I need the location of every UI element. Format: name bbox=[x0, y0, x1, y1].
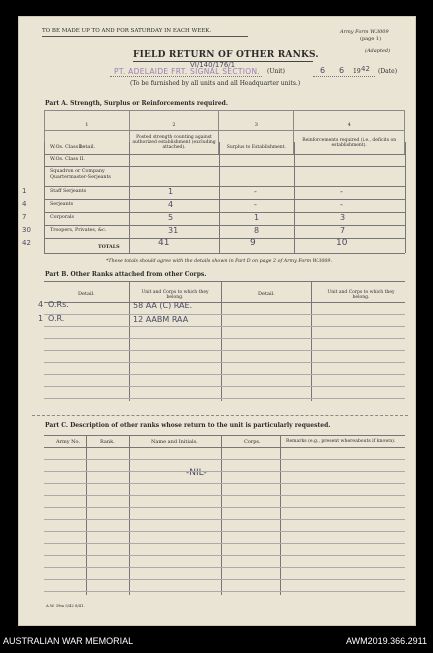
unit-label: (Unit) bbox=[267, 68, 285, 75]
part-a-row-rule bbox=[44, 154, 405, 155]
top-note: TO BE MADE UP TO AND FOR SATURDAY IN EACH WEEK. bbox=[42, 28, 212, 34]
part-b-line bbox=[44, 314, 405, 315]
part-a-detail-2: Squadron or Company Quartermaster-Serjeants bbox=[50, 169, 111, 180]
part-c-heading: Part C. Description of other ranks whose return to the unit is particularly requested. bbox=[45, 422, 331, 429]
part-a-reinforcements-4: - bbox=[340, 200, 343, 209]
col-number-4: 4 bbox=[294, 111, 405, 131]
part-a-col-divider-3 bbox=[294, 142, 295, 253]
part-a-bottom-rule bbox=[44, 253, 405, 254]
part-c-line bbox=[44, 555, 405, 556]
part-b-header-unit-2: Unit and Corps to which they belong. bbox=[327, 290, 395, 300]
part-a-col-divider-1 bbox=[129, 142, 130, 253]
part-a-detail-1: W.Os. Class II. bbox=[50, 157, 85, 162]
header-surplus: Surplus to Establishment. bbox=[219, 131, 294, 155]
year-handwritten: 42 bbox=[361, 65, 370, 73]
part-a-reinforcements-6: 7 bbox=[340, 226, 346, 235]
adapted-label: (Adapted) bbox=[365, 48, 391, 54]
part-b-line bbox=[44, 326, 405, 327]
part-c-line bbox=[44, 459, 405, 460]
part-a-surplus-4: - bbox=[254, 200, 257, 209]
part-b-top-rule bbox=[44, 281, 405, 282]
part-a-surplus-5: 1 bbox=[254, 213, 260, 222]
part-a-row-rule bbox=[44, 199, 405, 200]
part-a-right-border bbox=[405, 142, 406, 253]
header-posted-strength: Posted strength counting against authorized establishment (excluding attached). bbox=[129, 131, 219, 155]
part-a-reinforcements-3: - bbox=[340, 187, 343, 196]
part-b-col-divider-3 bbox=[311, 281, 312, 401]
form-subtitle: (To be furnished by all units and all Headquarter units.) bbox=[130, 80, 301, 87]
part-a-margin-3: 1 bbox=[22, 187, 27, 195]
part-c-line bbox=[44, 531, 405, 532]
part-b-header-detail-1: Detail. bbox=[78, 291, 95, 297]
part-c-top-rule bbox=[44, 435, 405, 436]
part-a-note: *These totals should agree with the details shown in Part D on page 2 of Army Form W.3009. bbox=[106, 259, 333, 264]
part-b-line bbox=[44, 386, 405, 387]
part-a-totals-label: TOTALS bbox=[98, 244, 120, 250]
part-a-col-divider-2 bbox=[219, 142, 220, 253]
part-b-detail-1: O.Rs. bbox=[48, 300, 69, 309]
part-b-header-unit-1: Unit and Corps to which they belong. bbox=[141, 290, 209, 300]
part-c-header-name: Name and Initials. bbox=[151, 439, 198, 445]
part-b-header-detail-2: Detail. bbox=[258, 291, 275, 297]
top-note-underline bbox=[42, 36, 248, 37]
part-a-posted-5: 5 bbox=[168, 213, 174, 222]
part-b-line bbox=[44, 362, 405, 363]
part-c-header-rank: Rank. bbox=[100, 439, 115, 445]
part-c-line bbox=[44, 495, 405, 496]
form-title: FIELD RETURN OF OTHER RANKS. bbox=[133, 50, 319, 60]
part-a-totals-posted: 41 bbox=[158, 238, 170, 248]
part-c-header-rule bbox=[44, 447, 405, 448]
date-month: 6 bbox=[339, 66, 345, 75]
part-a-totals-surplus: 9 bbox=[250, 238, 256, 248]
part-a-row-rule bbox=[44, 238, 405, 239]
part-a-margin-5: 7 bbox=[22, 213, 27, 221]
perforation-line bbox=[32, 415, 408, 416]
part-b-margin-2: 1 bbox=[38, 314, 44, 323]
part-b-col-divider-1 bbox=[129, 281, 130, 401]
part-b-line bbox=[44, 350, 405, 351]
header-detail: Detail. bbox=[45, 131, 130, 155]
part-a-posted-3: 1 bbox=[168, 187, 174, 196]
part-b-unit-1: 58 AA (C) RAE. bbox=[133, 301, 193, 310]
date-line bbox=[313, 76, 375, 77]
part-a-detail-5: Corporals bbox=[50, 215, 74, 220]
part-b-margin-1: 4 bbox=[38, 300, 44, 309]
date-label: (Date) bbox=[378, 68, 398, 75]
header-reinforcements: Reinforcements required (i.e., deficits on establishment). bbox=[294, 131, 405, 155]
part-a-posted-6: 31 bbox=[168, 226, 179, 235]
part-b-col-divider-2 bbox=[221, 281, 222, 401]
date-day: 6 bbox=[320, 66, 326, 75]
part-a-row-rule bbox=[44, 186, 405, 187]
part-a-totals-margin: 42 bbox=[22, 239, 31, 247]
col-number-2: 2 bbox=[129, 111, 219, 131]
part-a-surplus-3: - bbox=[254, 187, 257, 196]
part-c-line bbox=[44, 567, 405, 568]
part-a-reinforcements-5: 3 bbox=[340, 213, 346, 222]
part-a-detail-4: Serjeants bbox=[50, 202, 74, 207]
part-a-totals-reinforcements: 10 bbox=[336, 238, 348, 248]
part-b-unit-2: 12 AABM RAA bbox=[133, 315, 189, 324]
part-a-posted-4: 4 bbox=[168, 200, 174, 209]
part-a-row-rule bbox=[44, 166, 405, 167]
part-a-left-border bbox=[44, 142, 45, 253]
part-c-line bbox=[44, 471, 405, 472]
col-number-1: 1 bbox=[45, 111, 130, 131]
part-a-surplus-6: 8 bbox=[254, 226, 260, 235]
part-c-line bbox=[44, 507, 405, 508]
part-a-row-rule bbox=[44, 225, 405, 226]
part-b-line bbox=[44, 398, 405, 399]
form-sheet bbox=[18, 16, 416, 626]
part-a-detail-0: W.Os. Class I. bbox=[50, 145, 83, 150]
part-b-line bbox=[44, 374, 405, 375]
unit-line bbox=[110, 76, 262, 77]
footer-source: AUSTRALIAN WAR MEMORIAL bbox=[3, 636, 134, 646]
handwritten-ref: VI/140/176/1 bbox=[190, 61, 236, 69]
part-b-heading: Part B. Other Ranks attached from other Corps. bbox=[45, 271, 207, 278]
part-a-detail-3: Staff Serjeants bbox=[50, 189, 87, 194]
unit-stamp: PT. ADELAIDE FRT. SIGNAL SECTION. bbox=[114, 67, 261, 76]
part-b-header-rule bbox=[44, 302, 405, 303]
part-c-line bbox=[44, 483, 405, 484]
part-a-detail-6: Troopers, Privates, &c. bbox=[50, 228, 107, 233]
footer-accession: AWM2019.366.2911 bbox=[345, 636, 427, 646]
footer-bar bbox=[0, 630, 433, 653]
col-number-3: 3 bbox=[219, 111, 294, 131]
part-c-header-remarks: Remarks (e.g., present whereabouts if known). bbox=[286, 439, 396, 444]
form-ref: Army Form W.3009 bbox=[340, 29, 389, 35]
part-c-line bbox=[44, 591, 405, 592]
part-b-line bbox=[44, 338, 405, 339]
part-c-line bbox=[44, 519, 405, 520]
part-a-row-rule bbox=[44, 212, 405, 213]
page-number: (page 1) bbox=[360, 36, 382, 42]
part-c-header-army-no: Army No. bbox=[56, 439, 81, 445]
print-reference: A.W. 39m 5/42 8/41. bbox=[46, 603, 85, 608]
part-a-margin-4: 4 bbox=[22, 200, 27, 208]
part-c-line bbox=[44, 543, 405, 544]
part-a-heading: Part A. Strength, Surplus or Reinforcements required. bbox=[45, 100, 228, 107]
year-prefix: 19 bbox=[353, 68, 361, 75]
part-c-line bbox=[44, 579, 405, 580]
part-c-nil: -NIL- bbox=[186, 468, 207, 478]
part-a-margin-6: 30 bbox=[22, 226, 31, 234]
part-c-header-corps: Corps. bbox=[244, 439, 261, 445]
part-b-detail-2: O.R. bbox=[48, 314, 65, 323]
